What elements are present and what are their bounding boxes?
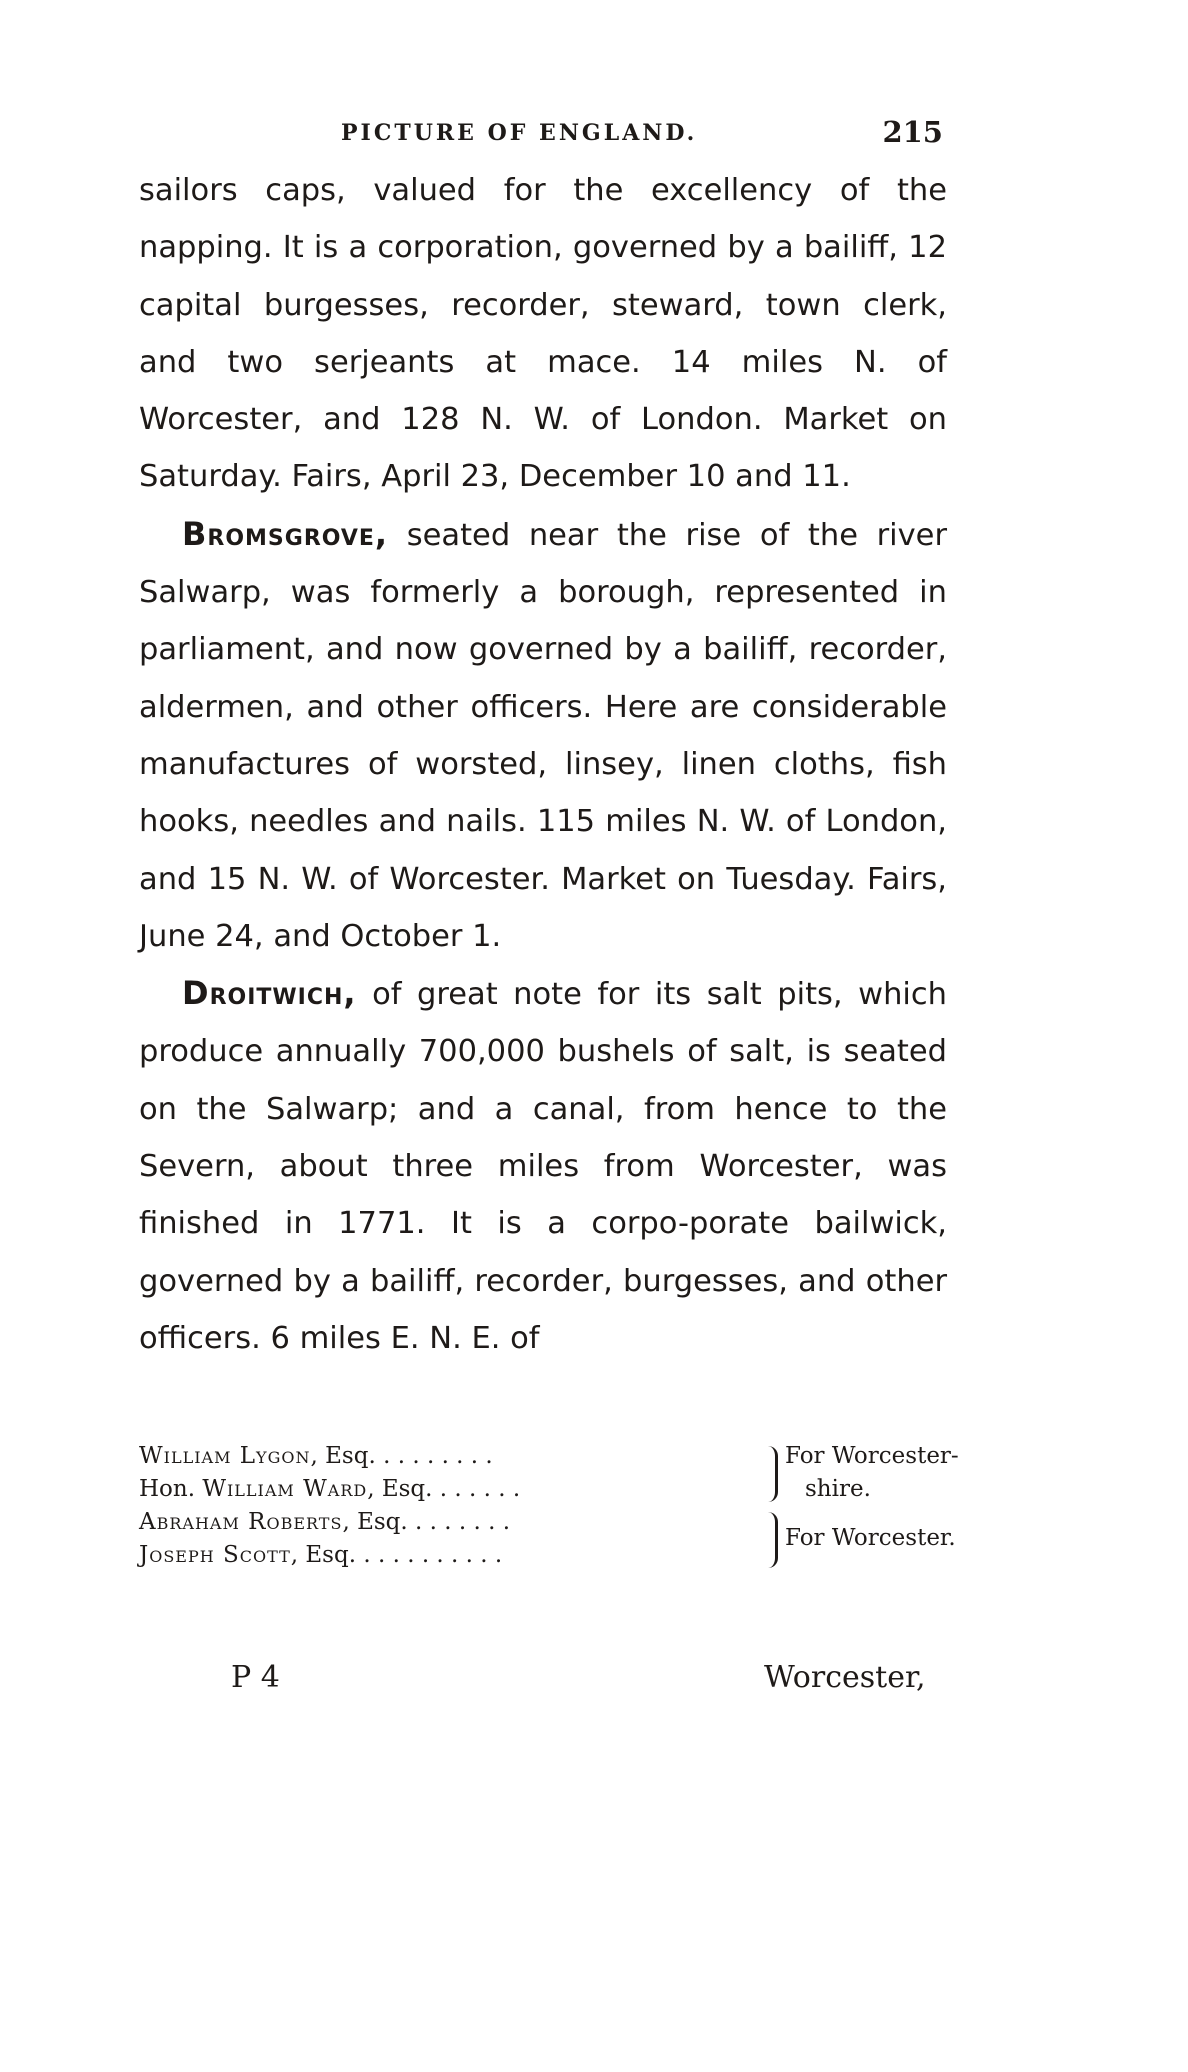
member-name: William Lygon bbox=[139, 1443, 311, 1469]
page-number: 215 bbox=[882, 115, 943, 149]
leader-dots: . . . . . . . . . . bbox=[356, 1542, 503, 1568]
body-text bbox=[139, 162, 947, 1367]
paragraph-text: seated near the rise of the river Salwarp, was formerly a borough, represented in parliament, and now governed by a bailiff, recorder, aldermen, and other officers. Here are considerable manufactures of worsted, linsey, linen cloths, fish hooks, needles and nails. 115 miles N. W. of London, and 15 N. W. of Worcester. Market on Tuesday. Fairs, June 24, and October 1. bbox=[139, 517, 947, 954]
paragraph-continuation bbox=[139, 162, 947, 506]
constituency bbox=[785, 1522, 985, 1555]
member-suffix: , Esq. bbox=[342, 1509, 408, 1535]
constituency-line: For Worcester. bbox=[785, 1525, 956, 1551]
leader-dots: . . . . . . . . bbox=[375, 1443, 493, 1469]
member-suffix: , Esq. bbox=[290, 1542, 357, 1568]
constituency-line: For Worcester- bbox=[785, 1443, 959, 1469]
paragraph-droitwich bbox=[139, 965, 947, 1367]
member-name: William Ward bbox=[202, 1476, 368, 1502]
member-name: Joseph Scott bbox=[139, 1542, 291, 1568]
member-title: Hon. bbox=[139, 1476, 203, 1502]
catchword: Worcester, bbox=[764, 1660, 926, 1695]
paragraph-bromsgrove bbox=[139, 506, 947, 965]
brace bbox=[761, 1446, 778, 1502]
members-of-parliament-list bbox=[139, 1440, 959, 1572]
brace bbox=[761, 1512, 778, 1568]
place-name-heading: Droitwich, bbox=[182, 974, 357, 1013]
constituency bbox=[785, 1440, 985, 1506]
leader-dots: . . . . . . . bbox=[407, 1509, 511, 1535]
leader-dots: . . . . . . bbox=[432, 1476, 521, 1502]
paragraph-text: sailors caps, valued for the excellency of the napping. It is a corporation, governed by a bailiff, 12 capital burgesses, recorder, steward, town clerk, and two serjeants at mace. 14 miles N. of Worcester, and 128 N. W. of London. Market on Saturday. Fairs, April 23, December 10 and 11. bbox=[139, 173, 947, 495]
member-group-city bbox=[139, 1506, 959, 1572]
place-name-heading: Bromsgrove, bbox=[182, 514, 389, 553]
running-head: PICTURE OF ENGLAND. bbox=[341, 120, 698, 146]
member-suffix: , Esq. bbox=[367, 1476, 433, 1502]
member-name: Abraham Roberts bbox=[139, 1509, 343, 1535]
signature-mark: P 4 bbox=[231, 1660, 280, 1695]
constituency-line: shire. bbox=[805, 1476, 871, 1502]
paragraph-text: of great note for its salt pits, which produce annually 700,000 bushels of salt, is seated on the Salwarp; and a canal, from hence to the Severn, about three miles from Worcester, was finished in 1771. It is a corpo-porate bailwick, governed by a bailiff, recorder, burgesses, and other officers. 6 miles E. N. E. of bbox=[139, 977, 947, 1356]
member-suffix: , Esq. bbox=[310, 1443, 376, 1469]
member-group-county bbox=[139, 1440, 959, 1506]
